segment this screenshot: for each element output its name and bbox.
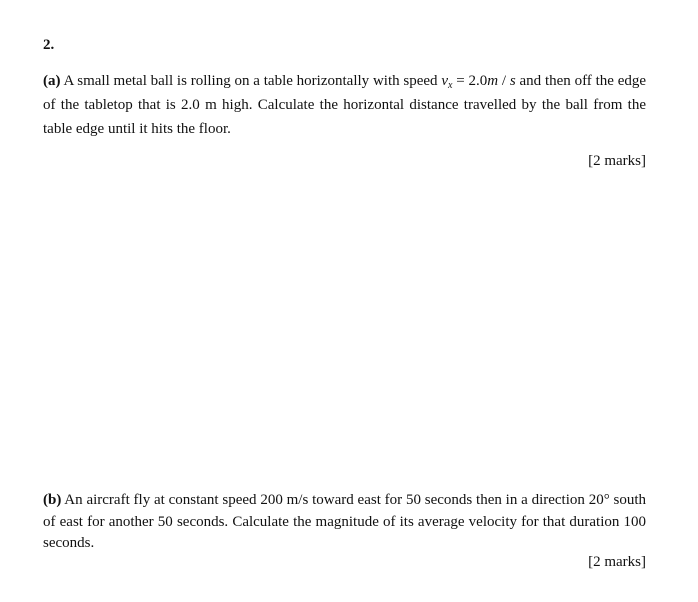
part-b-label: (b) <box>43 492 62 508</box>
eq-unit-s: s <box>509 73 516 89</box>
part-a-label: (a) <box>43 73 61 89</box>
part-a-question <box>43 69 646 141</box>
question-number: 2. <box>43 37 55 53</box>
part-a-text-after: and then off the edge of the tabletop that is 2.0 m high. Calculate the horizontal distance travelled by the ball from the table edge until it hits the floor. <box>43 73 647 137</box>
eq-sub: x <box>448 80 453 91</box>
eq-rest: = 2.0 <box>452 73 488 89</box>
eq-unit-m: m <box>487 73 499 89</box>
part-a-text-before: A small metal ball is rolling on a table horizontally with speed <box>60 73 442 89</box>
part-a-marks: [2 marks] <box>588 153 646 169</box>
part-b-text: An aircraft fly at constant speed 200 m/s toward east for 50 seconds then in a direction 20° south of east for another 50 seconds. Calculate the magnitude of its average velocity for that duration 100 seconds. <box>43 492 646 551</box>
part-b-question <box>43 490 646 555</box>
eq-slash: / <box>498 73 510 89</box>
speed-equation <box>441 73 515 89</box>
eq-var: v <box>441 73 449 89</box>
part-b-marks: [2 marks] <box>588 554 646 570</box>
